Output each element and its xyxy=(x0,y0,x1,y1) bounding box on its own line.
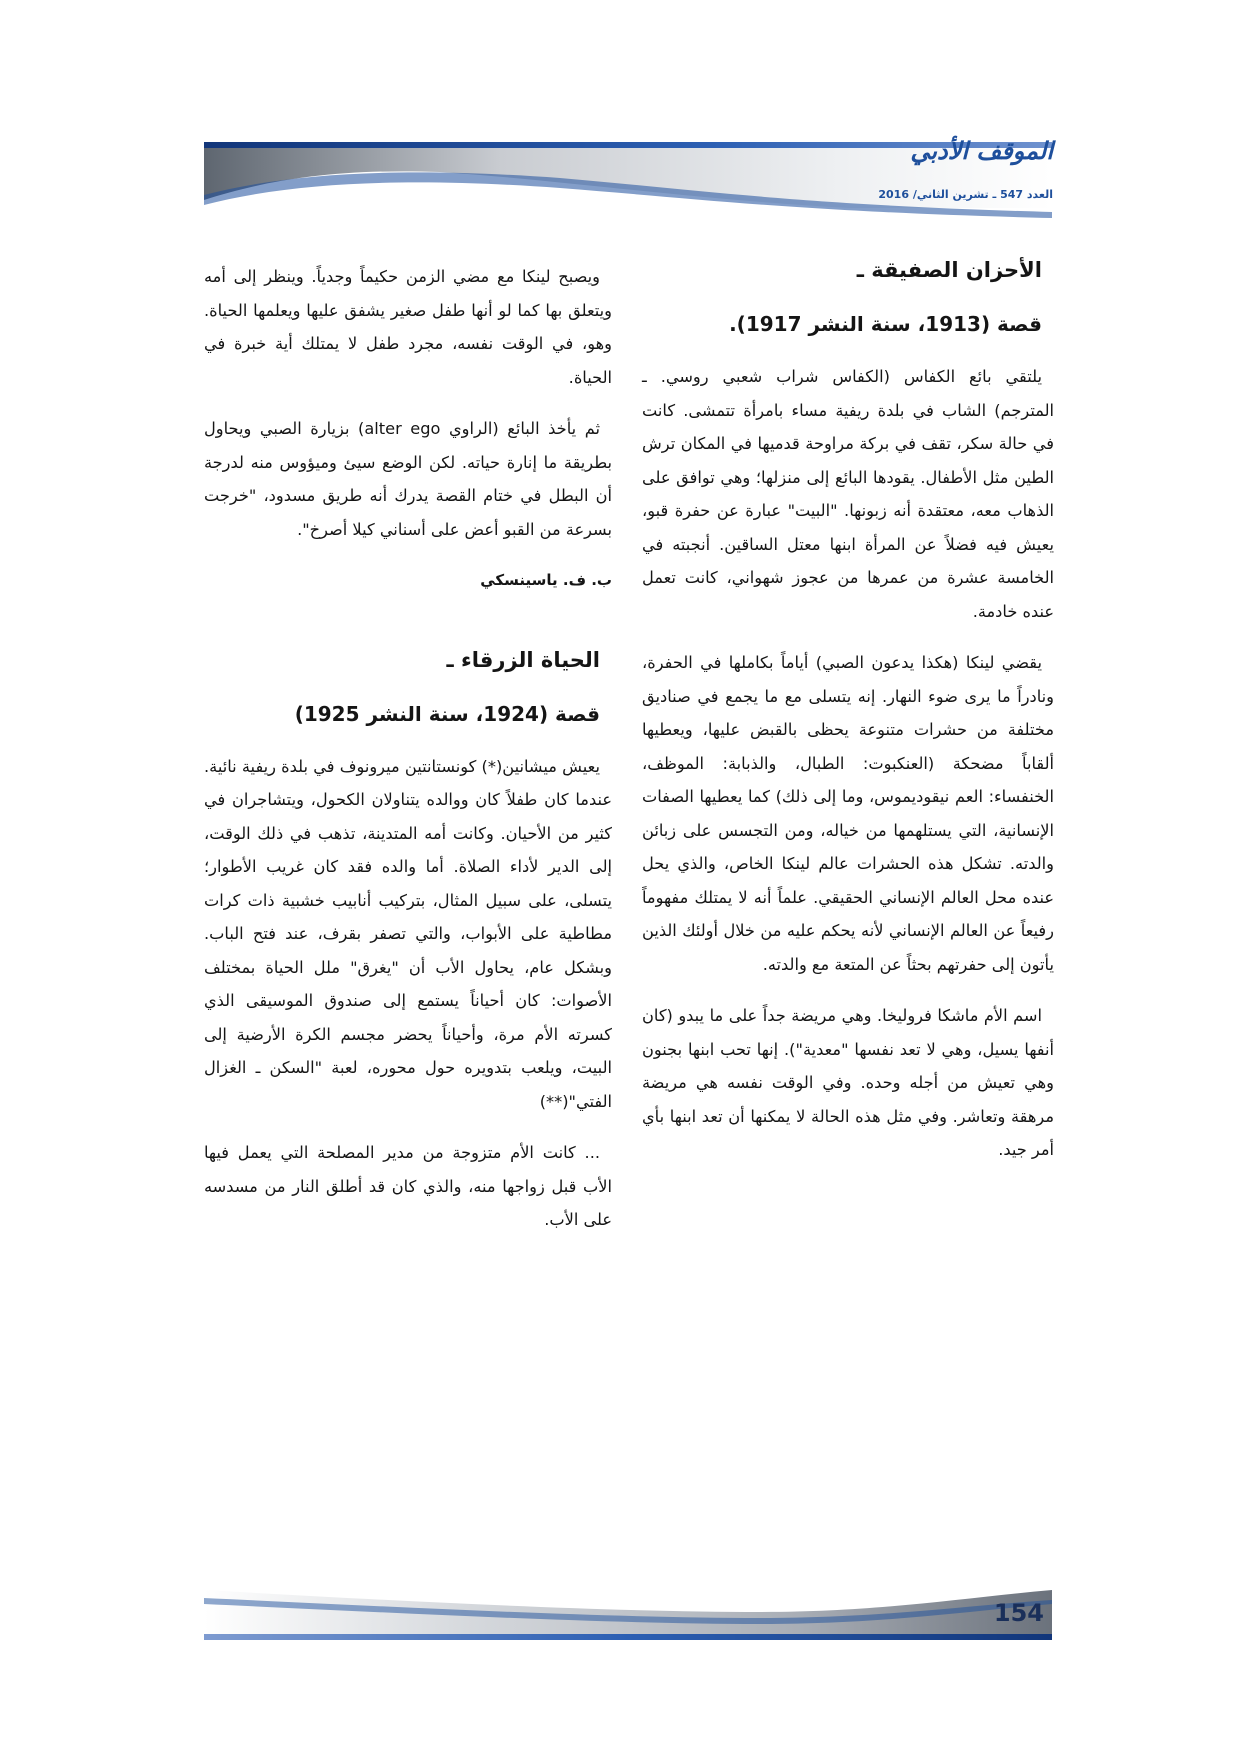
section2-title: الحياة الزرقاء ـ xyxy=(446,647,600,672)
section1-subtitle: قصة (1913، سنة النشر 1917). xyxy=(729,312,1042,336)
paragraph: ... كانت الأم متزوجة من مدير المصلحة التي يعمل فيها الأب قبل زواجها منه، والذي كان قد أطلق النار من مسدسه على الأب. xyxy=(204,1143,612,1229)
author-signature: ب. ف. ياسينسكي xyxy=(480,571,612,589)
paragraph: ويصبح لينكا مع مضي الزمن حكيماً وجدياً. وينظر إلى أمه ويتعلق بها كما لو أنها طفل صغير يشفق عليها ويعلمها الحياة. وهو، في الوقت نفسه، مجرد طفل لا يمتلك أية خبرة في الحياة. xyxy=(204,267,612,387)
issue-line: العدد 547 ـ تشرين الثاني/ 2016 xyxy=(878,188,1053,201)
section2-subtitle: قصة (1924، سنة النشر 1925) xyxy=(294,701,600,726)
paragraph: اسم الأم ماشكا فروليخا. وهي مريضة جداً على ما يبدو (كان أنفها يسيل، وهي لا تعد نفسها "معدية"). إنها تحب ابنها بجنون وهي تعيش من أجله وحده. وفي الوقت نفسه هي مريضة مرهقة وتعاشر. وفي مثل هذه الحالة لا يمكنها أن تعد ابنها بأي أمر جيد. xyxy=(642,1006,1054,1159)
paragraph: ثم يأخذ البائع (الراوي alter ego) بزيارة الصبي ويحاول بطريقة ما إنارة حياته. لكن الوضع سيئ وميؤوس منه لدرجة أن البطل في ختام القصة يدرك أنه طريق مسدود، "خرجت بسرعة من القبو أعض على أسناني كيلا أصرخ". xyxy=(204,419,612,539)
section1-title: الأحزان الصفيقة ـ xyxy=(856,258,1042,282)
page-number: 154 xyxy=(993,1599,1044,1627)
paragraph: يعيش ميشانين(*) كونستانتين ميرونوف في بلدة ريفية نائية. عندما كان طفلاً كان ووالده يتناولان الكحول، ويتشاجران في كثير من الأحيان. وكانت أمه المتدينة، تذهب في ذلك الوقت، إلى الدير لأداء الصلاة. أما والده فقد كان غريب الأطوار؛ يتسلى، على سبيل المثال، بتركيب أنابيب خشبية ذات كرات مطاطية على الأبواب، والتي تصفر بقرف، عند فتح الباب. وبشكل عام، يحاول الأب أن "يغرق" ملل الحياة بمختلف الأصوات: كان أحياناً يستمع إلى صندوق الموسيقى الذي كسرته الأم مرة، وأحياناً يحضر مجسم الكرة الأرضية إلى البيت، ويلعب بتدويره حول محوره، لعبة "السكن ـ الغزال الفتي"(**) xyxy=(204,756,612,1111)
paragraph: يلتقي بائع الكفاس (الكفاس شراب شعبي روسي. ـ المترجم) الشاب في بلدة ريفية مساء بامرأة تتمشى. كانت في حالة سكر، تقف في بركة مراوحة قدميها في المكان ترش الطين مثل الأطفال. يقودها البائع إلى منزلها؛ وهي توافق على الذهاب معه، معتقدة أنه زبونها. "البيت" عبارة عن حفرة قبو، يعيش فيه فضلاً عن المرأة ابنها معتل الساقين. أنجبته في الخامسة عشرة من عمرها من عجوز شهواني، كانت تعمل عنده خادمة. xyxy=(642,367,1054,621)
magazine-logo: الموقف الأدبي xyxy=(910,136,1053,165)
paragraph: يقضي لينكا (هكذا يدعون الصبي) أياماً بكاملها في الحفرة، ونادراً ما يرى ضوء النهار. إنه يتسلى مع ما يجمع في صناديق مختلفة من حشرات متنوعة يحظى بالقبض عليها، ويعطيها ألقاباً مضحكة (العنكبوت: الطبال، والذبابة: الموظف، الخنفساء: العم نيقوديموس، وما إلى ذلك) كما يعطيها الصفات الإنسانية، التي يستلهمها من خياله، ومن التجسس على زبائن والدته. تشكل هذه الحشرات عالم لينكا الخاص، والذي يحل عنده محل العالم الإنساني الحقيقي. علماً أنه لا يمتلك مفهوماً رفيعاً عن العالم الإنساني لأنه يحكم عليه من خلال أولئك الذين يأتون إلى حفرتهم بحثاً عن المتعة مع والدته. xyxy=(642,653,1054,974)
